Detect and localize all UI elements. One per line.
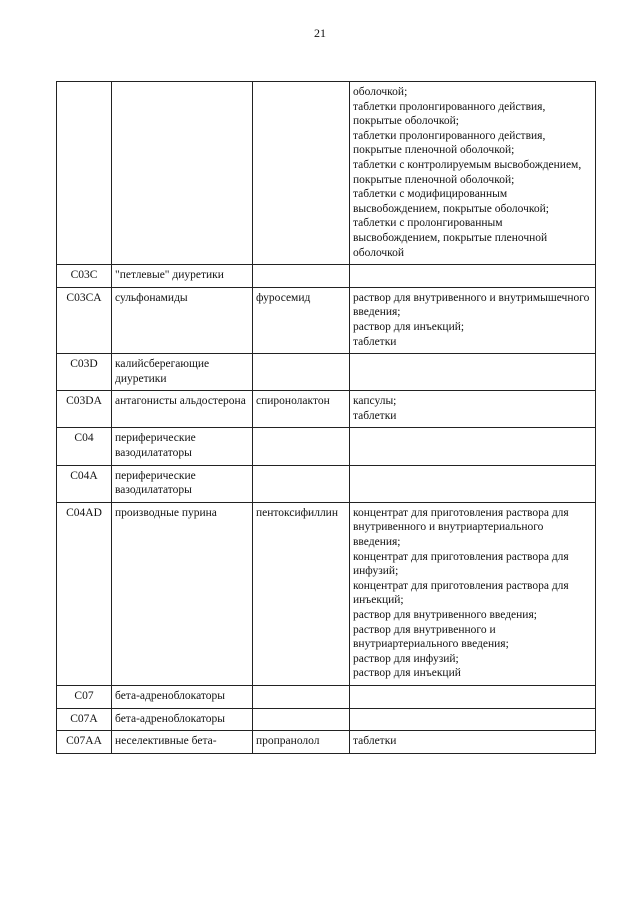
atc-code-cell: C07A [57, 708, 112, 731]
atc-code-cell: C03C [57, 265, 112, 288]
substance-cell [253, 265, 350, 288]
substance-cell [253, 82, 350, 265]
atc-code-cell: C07 [57, 685, 112, 708]
atc-code-cell: C03CA [57, 287, 112, 353]
table-body [57, 82, 596, 754]
group-name-cell: производные пурина [112, 502, 253, 685]
table-row [57, 708, 596, 731]
table-row [57, 354, 596, 391]
group-name-cell: периферические вазодилататоры [112, 465, 253, 502]
drug-table [56, 81, 596, 754]
table-row [57, 428, 596, 465]
substance-cell: фуросемид [253, 287, 350, 353]
group-name-cell: калийсберегающие диуретики [112, 354, 253, 391]
group-name-cell: неселективные бета- [112, 731, 253, 754]
group-name-cell: "петлевые" диуретики [112, 265, 253, 288]
substance-cell [253, 354, 350, 391]
atc-code-cell: C04AD [57, 502, 112, 685]
dosage-forms-cell [350, 708, 596, 731]
atc-code-cell: C04 [57, 428, 112, 465]
atc-code-cell [57, 82, 112, 265]
atc-code-cell: C03D [57, 354, 112, 391]
dosage-forms-cell: капсулы; таблетки [350, 391, 596, 428]
table-row [57, 287, 596, 353]
table-row [57, 82, 596, 265]
atc-code-cell: C07AA [57, 731, 112, 754]
group-name-cell [112, 82, 253, 265]
dosage-forms-cell: таблетки [350, 731, 596, 754]
table-row [57, 731, 596, 754]
page-number: 21 [314, 26, 326, 40]
table-row [57, 502, 596, 685]
dosage-forms-cell: оболочкой; таблетки пролонгированного действия, покрытые оболочкой; таблетки пролонгированного действия, покрытые пленочной оболочкой; таблетки с контролируемым высвобождением, покрытые пленочной оболочкой; таблетки с модифицированным высвобождением, покрытые оболочкой; таблетки с пролонгированным высвобождением, покрытые пленочной оболочкой [350, 82, 596, 265]
group-name-cell: антагонисты альдостерона [112, 391, 253, 428]
table-row [57, 465, 596, 502]
substance-cell: пропранолол [253, 731, 350, 754]
group-name-cell: сульфонамиды [112, 287, 253, 353]
dosage-forms-cell [350, 265, 596, 288]
dosage-forms-cell [350, 428, 596, 465]
group-name-cell: бета-адреноблокаторы [112, 708, 253, 731]
dosage-forms-cell: концентрат для приготовления раствора для внутривенного и внутриартериального введения; концентрат для приготовления раствора для инфузий; концентрат для приготовления раствора для инъекций; раствор для внутривенного введения; раствор для внутривенного и внутриартериального введения; раствор для инфузий; раствор для инъекций [350, 502, 596, 685]
substance-cell [253, 685, 350, 708]
table-row [57, 391, 596, 428]
table-row [57, 685, 596, 708]
group-name-cell: периферические вазодилататоры [112, 428, 253, 465]
substance-cell [253, 465, 350, 502]
atc-code-cell: C03DA [57, 391, 112, 428]
substance-cell: спиронолактон [253, 391, 350, 428]
substance-cell [253, 708, 350, 731]
substance-cell: пентоксифиллин [253, 502, 350, 685]
dosage-forms-cell [350, 465, 596, 502]
atc-code-cell: C04A [57, 465, 112, 502]
dosage-forms-cell [350, 354, 596, 391]
substance-cell [253, 428, 350, 465]
table-row [57, 265, 596, 288]
dosage-forms-cell: раствор для внутривенного и внутримышечного введения; раствор для инъекций; таблетки [350, 287, 596, 353]
group-name-cell: бета-адреноблокаторы [112, 685, 253, 708]
dosage-forms-cell [350, 685, 596, 708]
